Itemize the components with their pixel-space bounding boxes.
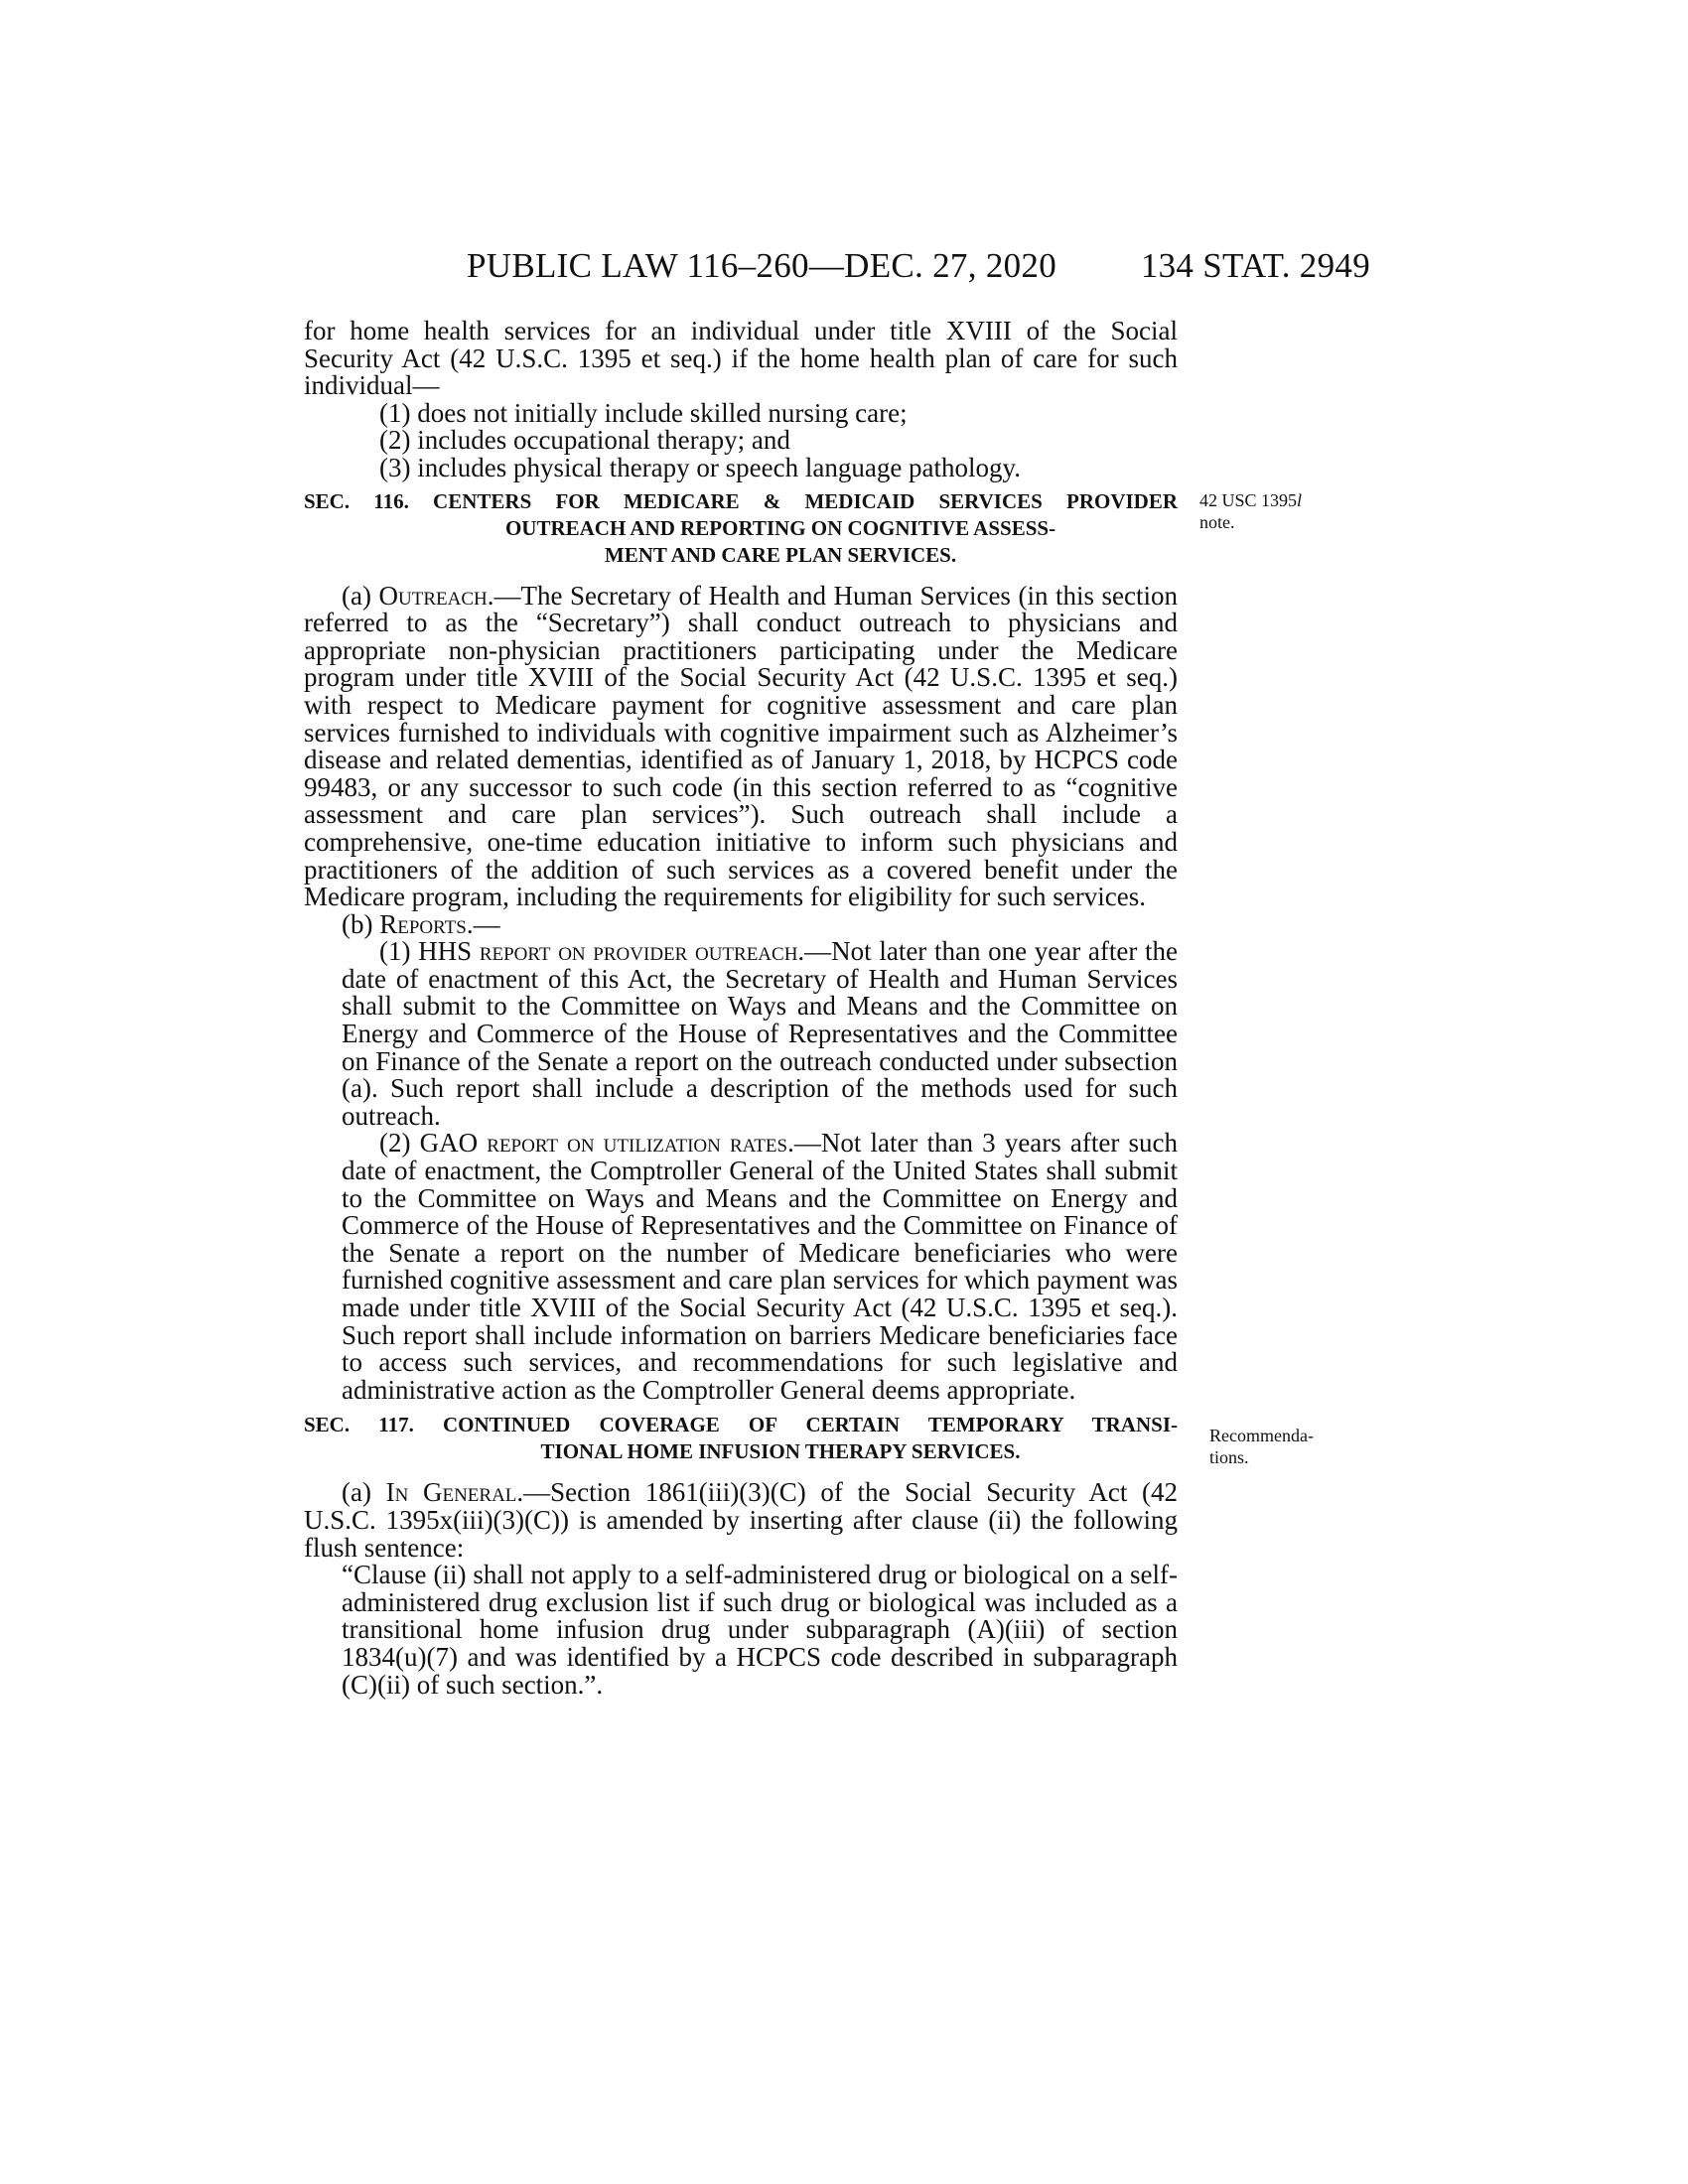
document-body [304,318,1178,1699]
header-title: PUBLIC LAW 116–260—DEC. 27, 2020 [467,246,1057,285]
intro-list [304,397,1178,482]
subsection-a-label: (a) [342,580,379,611]
intro-item-3: (3) includes physical therapy or speech language pathology. [379,452,1022,482]
margin-note-recommendations [1209,1425,1314,1468]
paragraph-b2-text: .—Not later than 3 years after such date of enactment, the Comptroller General of the United States shall submit to the Committee on Ways and Means and the Committee on Energy and Commerce of the House of Representatives and the Committee on Finance of the Senate a report on the number of Medicare beneficiaries who were furnished cognitive assessment and care plan services for which payment was made under title XVIII of the Social Security Act (42 U.S.C. 1395 et seq.). Such report shall include information on barriers Medicare beneficiaries face to access such services, and recommendations for such legislative and administrative action as the Comptroller General deems appropriate. [342,1128,1179,1405]
subsection-a-heading: Outreach [378,580,488,611]
margin-note-usc [1199,489,1302,533]
section-116-heading-line2: OUTREACH AND REPORTING ON COGNITIVE ASSESS- [504,515,1056,540]
running-header [298,246,1370,290]
section-117-subsection-a [304,1479,1178,1562]
section-116-subsection-b [304,908,1178,939]
intro-paragraph: for home health services for an individual under title XVIII of the Social Security Act (42 U.S.C. 1395 et seq.) if the home health plan of care for such individual— [304,316,1178,401]
paragraph-b2-label: (2) GAO [379,1128,488,1159]
usc-citation-suffix: l [1297,490,1303,510]
paragraph-b1-text: .—Not later than one year after the date of enactment of this Act, the Secretary of Health and Human Services shall submit to the Committee on Ways and Means and the Committee on Energy and Commerce of the House of Representatives and the Committee on Finance of the Senate a report on the outreach conducted under subsection (a). Such report shall include a description of the methods used for such outreach. [342,936,1178,1131]
paragraph-b2-heading: report on utilization rates [487,1128,788,1159]
paragraph-b1-label: (1) HHS [379,936,480,967]
margin-note-recommendations-line1: Recommenda- [1209,1426,1314,1445]
section-116-heading-line3: MENT AND CARE PLAN SERVICES. [604,542,957,567]
margin-note-recommendations-line2: tions. [1209,1447,1249,1467]
subsection-b-paragraphs [304,938,1178,1404]
paragraph-b1 [342,938,1178,1130]
section-116-heading [304,488,1178,569]
quoted-amendment-block [304,1562,1178,1699]
section-117-heading [304,1412,1178,1465]
section-117-a-text: .—Section 1861(iii)(3)(C) of the Social Security Act (42 U.S.C. 1395x(iii)(3)(C)) is amended by inserting after clause (ii) the following flush sentence: [304,1477,1179,1563]
subsection-a-text: .—The Secretary of Health and Human Services (in this section referred to as the “Secretary”) shall conduct outreach to physicians and appropriate non-physician practitioners participating under the Medicare program under title XVIII of the Social Security Act (42 U.S.C. 1395 et seq.) with respect to Medicare payment for cognitive assessment and care plan services furnished to individuals with cognitive impairment such as Alzheimer’s disease and related dementias, identified as of January 1, 2018, by HCPCS code 99483, or any successor to such code (in this section referred to as “cognitive assessment and care plan services”). Such outreach shall include a comprehensive, one-time education initiative to inform such physicians and practitioners of the addition of such services as a covered benefit under the Medicare program, including the requirements for eligibility for such services. [304,580,1178,912]
paragraph-b2 [342,1130,1178,1404]
section-117-a-label: (a) [342,1477,386,1508]
section-117-heading-line2: TIONAL HOME INFUSION THERAPY SERVICES. [540,1439,1021,1464]
statute-page-number: 134 STAT. 2949 [1140,246,1370,285]
section-116-subsection-a [304,580,1178,912]
paragraph-b1-heading: report on provider outreach [479,936,798,967]
subsection-b-heading: Reports [379,908,467,939]
subsection-b-suffix: .— [466,908,500,939]
quoted-amendment: “Clause (ii) shall not apply to a self-administered drug or biological on a self-administered drug exclusion list if such drug or biological was included as a transitional home infusion drug under subparagraph (A)(iii) of section 1834(u)(7) and was identified by a HCPCS code described in subparagraph (C)(ii) of such section.”. [342,1560,1178,1700]
section-117-heading-line1: SEC. 117. CONTINUED COVERAGE OF CERTAIN TEMPORARY TRANSI- [304,1413,1178,1437]
section-117-a-heading: In General [385,1477,517,1508]
usc-note-label: note. [1199,512,1235,532]
section-116-heading-line1: SEC. 116. CENTERS FOR MEDICARE & MEDICAID SERVICES PROVIDER [304,488,1178,513]
usc-citation: 42 USC 1395 [1199,490,1298,510]
subsection-b-label: (b) [342,908,380,939]
intro-item-2: (2) includes occupational therapy; and [379,425,790,456]
intro-item-1: (1) does not initially include skilled nursing care; [379,397,908,428]
